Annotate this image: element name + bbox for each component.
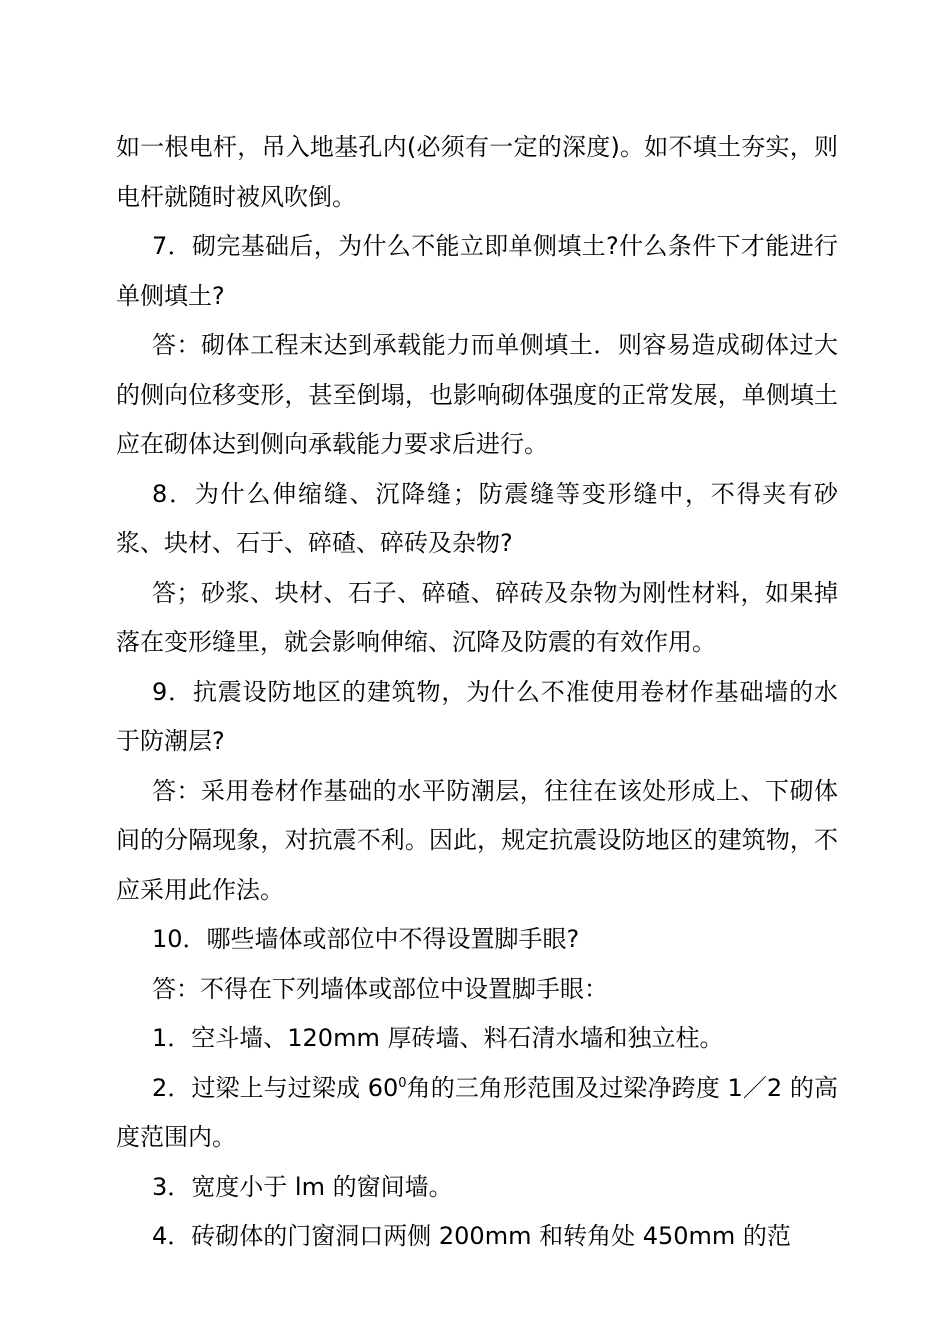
answer-7: 答：砌体工程末达到承载能力而单侧填土．则容易造成砌体过大的侧向位移变形，甚至倒塌，也影响砌体强度的正常发展，单侧填土应在砌体达到侧向承载能力要求后进行。 bbox=[116, 331, 838, 458]
question-7: 7．砌完基础后，为什么不能立即单侧填土?什么条件下才能进行单侧填土? bbox=[116, 232, 838, 310]
question-9: 9．抗震设防地区的建筑物，为什么不准使用卷材作基础墙的水于防潮层? bbox=[116, 677, 838, 755]
document-body bbox=[116, 123, 838, 1262]
answer-9: 答：采用卷材作基础的水平防潮层，往往在该处形成上、下砌体间的分隔现象，对抗震不利。因此，规定抗震设防地区的建筑物，不应采用此作法。 bbox=[116, 776, 838, 904]
question-10: 10．哪些墙体或部位中不得设置脚手眼? bbox=[152, 925, 580, 953]
answer-10-intro: 答：不得在下列墙体或部位中设置脚手眼： bbox=[152, 974, 608, 1003]
list-item-2-before: 2．过梁上与过梁成 60 bbox=[152, 1073, 399, 1102]
answer-8: 答；砂浆、块材、石子、碎碴、碎砖及杂物为刚性材料，如果掉落在变形缝里，就会影响伸缩、沉降及防震的有效作用。 bbox=[116, 578, 838, 656]
list-item-2-after: 角的三角形范围及过梁净跨度 1／2 的高度范围内。 bbox=[116, 1073, 839, 1151]
paragraph-1: 如一根电杆，吊入地基孔内(必须有一定的深度)。如不填土夯实，则电杆就随时被风吹倒。 bbox=[116, 133, 838, 211]
list-item-3: 3．宽度小于 lm 的窗间墙。 bbox=[152, 1172, 453, 1201]
question-8: 8．为什么伸缩缝、沉降缝；防震缝等变形缝中，不得夹有砂浆、块材、石于、碎碴、碎砖及杂物? bbox=[116, 479, 838, 557]
list-item-4: 4．砖砌体的门窗洞口两侧 200mm 和转角处 450mm 的范 bbox=[152, 1222, 791, 1250]
degree-superscript: 0 bbox=[398, 1075, 407, 1091]
list-item-2 bbox=[116, 1064, 838, 1163]
list-item-1: 1．空斗墙、120mm 厚砖墙、料石清水墙和独立柱。 bbox=[152, 1024, 724, 1052]
